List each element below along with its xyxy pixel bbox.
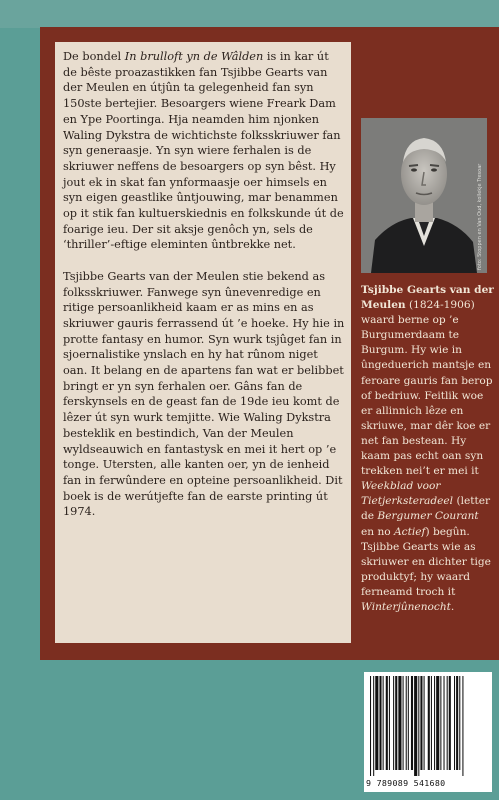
barcode-bar bbox=[408, 676, 409, 770]
barcode-bar bbox=[395, 676, 397, 770]
author-portrait bbox=[361, 118, 487, 273]
blurb-paragraph-1: De bondel In brulloft yn de Wâlden is in kar út de bêste proazastikken fan Tsjibbe Gearts van der Meulen en útjûn ta gelegenheid fan syn 150ste bertejier. Besoargers wiene Freark Dam en Ype Poortinga. Hja neamden him njonken Waling Dykstra de wichtichste folksskriuwer fan syn generaasje. Yn syn wiere ferhalen is de skriuwer neffens de besoargers op syn bêst. Hy jout ek in skat fan ynformaasje oer himsels en syn eigen geastlike ûntjouwing, mar benammen op it stik fan kultuerskiednis en folkskunde út de foarige ieu. Der sit aksje genôch yn, sels de ‘thriller’-eftige eleminten ûntbrekke net. bbox=[63, 50, 344, 252]
barcode-bar bbox=[389, 676, 390, 770]
barcode-bars bbox=[364, 672, 492, 778]
barcode-bar bbox=[398, 676, 401, 770]
barcode-bar bbox=[386, 676, 388, 770]
barcode-bar bbox=[414, 676, 417, 776]
barcode-bar bbox=[459, 676, 460, 770]
barcode-bar bbox=[418, 676, 419, 776]
barcode-bar bbox=[379, 676, 381, 770]
barcode-bar bbox=[424, 676, 425, 770]
barcode-bar bbox=[462, 676, 463, 776]
barcode-bar bbox=[444, 676, 445, 770]
top-strip bbox=[0, 0, 499, 28]
barcode-bar bbox=[370, 676, 371, 776]
barcode-bar bbox=[428, 676, 430, 770]
barcode-bar bbox=[420, 676, 422, 770]
blurb-paragraph-2: Tsjibbe Gearts van der Meulen stie bekend as folksskriuwer. Fanwege syn ûnevenredige en ritige persoanlikheid kaam er as mins en as skriuwer gauris ferrassend út ’e hoeke. Hy hie in protte fantasy en humor. Syn wurk tsjûget fan in sjoernalistike ynslach en hy hat rûnom niget oan. It belang en de apartens fan wat er belibbet bringt er yn syn ferhalen oer. Gâns fan de ferskynsels en de geast fan de 19de ieu komt de lêzer út syn wurk temjitte. Wie Waling Dykstra besteklik en bestindich, Van der Meulen wyldseauwich en fantastysk en mei it hert op ’e tonge. Utersten, alle kanten oer, yn de ienheid fan in ferwûndere en opteine persoanlikheid. Dit boek is de werútjefte fan de earste printing út 1974. bbox=[63, 269, 345, 519]
author-name: Tsjibbe Gearts van der Meulen bbox=[361, 284, 494, 312]
photo-credit: foto: Stoppen en Van Oud, kollekje Tresoar bbox=[477, 163, 483, 270]
book-title: In brulloft yn de Wâlden bbox=[124, 50, 264, 63]
barcode-bar bbox=[373, 676, 374, 776]
barcode-bar bbox=[406, 676, 407, 770]
barcode-bar bbox=[383, 676, 384, 770]
barcode-bar bbox=[449, 676, 451, 770]
barcode-bar bbox=[436, 676, 439, 770]
barcode-bar bbox=[411, 676, 413, 770]
barcode-bar bbox=[447, 676, 448, 770]
barcode-bar bbox=[456, 676, 458, 770]
author-bio: Tsjibbe Gearts van der Meulen (1824-1906) waard berne op ’e Burgumerdaam te Burgum. Hy wie in ûngeduerich mantsje en feroare gauris fan berop of bedriuw. Feitlik woe er allinnich lêze en skriuwe, mar dêr koe er net fan bestean. Hy kaam pas echt oan syn trekken nei’t er mei it Weekblad voor Tietjerksteradeel (letter de Bergumer Courant en no Actief) begûn. Tsjibbe Gearts wie as skriuwer en dichter tige produktyf; hy waard ferneamd troch it Winterjûnenocht. bbox=[361, 284, 494, 613]
barcode-bar bbox=[454, 676, 455, 770]
blurb-text-box bbox=[55, 42, 351, 643]
barcode-bar bbox=[434, 676, 435, 770]
isbn-number: 9 789089 541680 bbox=[366, 778, 446, 788]
isbn-barcode bbox=[364, 672, 492, 792]
barcode-bar bbox=[440, 676, 441, 770]
barcode-bar bbox=[393, 676, 394, 770]
barcode-bar bbox=[375, 676, 378, 770]
barcode-bar bbox=[431, 676, 432, 770]
barcode-bar bbox=[403, 676, 404, 770]
